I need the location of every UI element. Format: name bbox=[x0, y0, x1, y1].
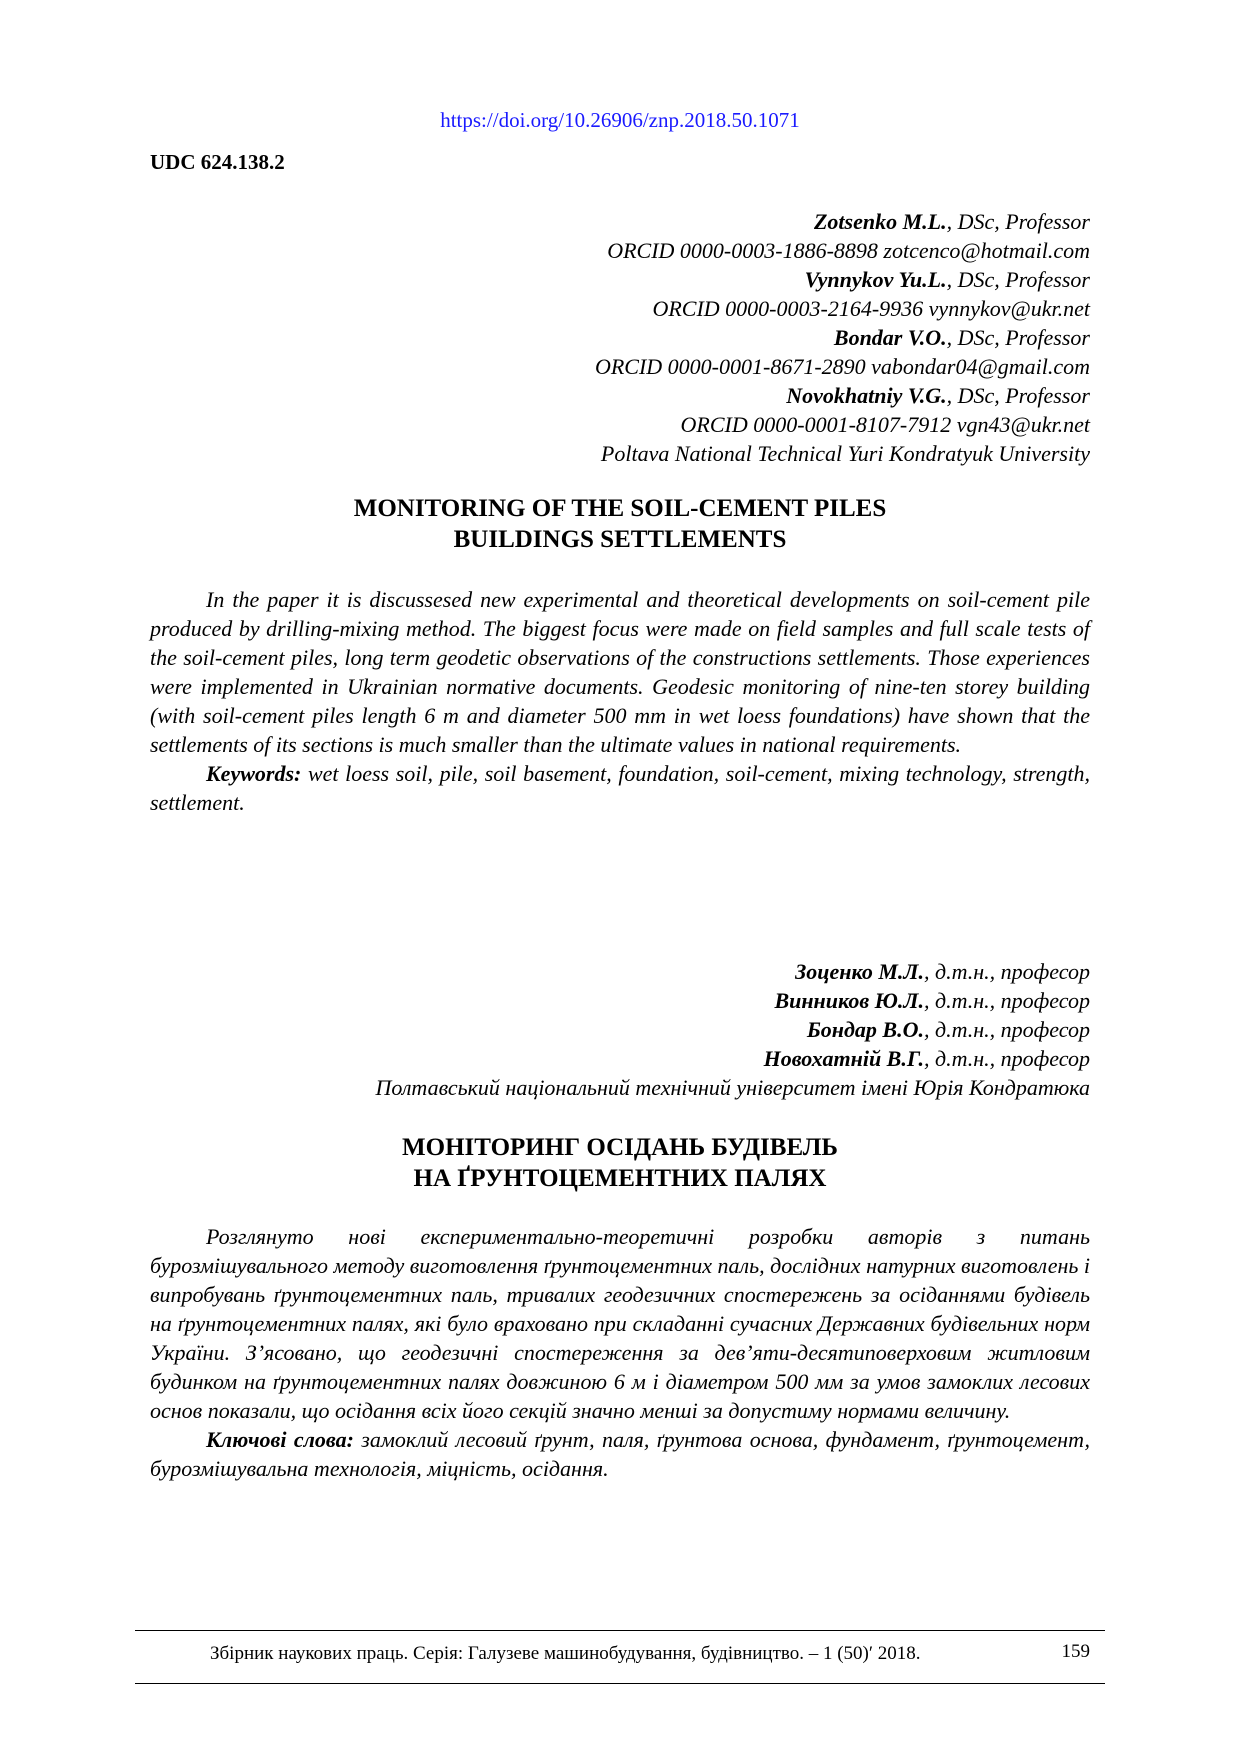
footer-rule-bottom bbox=[135, 1683, 1105, 1684]
keywords-label: Ключові слова: bbox=[206, 1427, 354, 1452]
author-degree: , DSc, Professor bbox=[946, 209, 1090, 234]
author-degree: , д.т.н., професор bbox=[923, 988, 1090, 1013]
affiliation-ua: Полтавський національний технічний університет імені Юрія Кондратюка bbox=[375, 1075, 1090, 1100]
author-name: Zotsenko M.L. bbox=[813, 209, 947, 234]
affiliation-en: Poltava National Technical Yuri Kondratyuk University bbox=[600, 441, 1090, 466]
keywords-text: wet loess soil, pile, soil basement, foundation, soil-cement, mixing technology, strength, settlement. bbox=[150, 761, 1090, 815]
journal-footer: Збірник наукових праць. Серія: Галузеве машинобудування, будівництво. – 1 (50)′ 2018. bbox=[210, 1643, 921, 1664]
abstract-ua bbox=[150, 1222, 1090, 1483]
author-name: Зоценко М.Л. bbox=[795, 959, 924, 984]
keywords-en bbox=[150, 759, 1090, 817]
author-orcid: ORCID 0000-0001-8671-2890 vabondar04@gmail.com bbox=[594, 354, 1090, 379]
author-line bbox=[595, 265, 1090, 294]
title-line: МОНІТОРИНГ ОСІДАНЬ БУДІВЕЛЬ bbox=[402, 1134, 838, 1161]
abstract-en bbox=[150, 585, 1090, 817]
author-name: Novokhatniy V.G. bbox=[786, 383, 947, 408]
page-number: 159 bbox=[1061, 1641, 1090, 1662]
author-degree: , д.т.н., професор bbox=[923, 1046, 1090, 1071]
author-orcid: ORCID 0000-0001-8107-7912 vgn43@ukr.net bbox=[680, 412, 1090, 437]
author-orcid: ORCID 0000-0003-1886-8898 zotcenco@hotmail.com bbox=[607, 238, 1090, 263]
footer-rule-top bbox=[135, 1630, 1105, 1631]
keywords-label: Keywords: bbox=[206, 761, 302, 786]
title-line: НА ҐРУНТОЦЕМЕНТНИХ ПАЛЯХ bbox=[413, 1165, 827, 1192]
keywords-ua bbox=[150, 1425, 1090, 1483]
author-name: Bondar V.O. bbox=[833, 325, 947, 350]
author-line bbox=[375, 1044, 1090, 1073]
author-line bbox=[595, 381, 1090, 410]
title-line: BUILDINGS SETTLEMENTS bbox=[453, 526, 787, 553]
abstract-text: Розглянуто нові експериментально-теоретичні розробки авторів з питань бурозмішувального методу виготовлення ґрунтоцементних паль, дослідних натурних виготовлень і випробувань ґрунтоцементних паль, тривалих геодезичних спостережень за осіданнями будівель на ґрунтоцементних палях, які було враховано при складанні сучасних Державних будівельних норм України. З’ясовано, що геодезичні спостереження за дев’яти-десятиповерховим житловим будинком на ґрунтоцементних палях довжиною 6 м і діаметром 500 мм за умов замоклих лесових основ показали, що осідання всіх його секцій значно менші за допустиму нормами величину. bbox=[150, 1224, 1090, 1423]
author-degree: , DSc, Professor bbox=[946, 267, 1090, 292]
paper-title-ua bbox=[150, 1132, 1090, 1194]
author-line bbox=[375, 986, 1090, 1015]
author-line bbox=[375, 1015, 1090, 1044]
paper-title-en bbox=[150, 493, 1090, 555]
author-name: Vynnykov Yu.L. bbox=[804, 267, 947, 292]
author-degree: , DSc, Professor bbox=[946, 383, 1090, 408]
authors-block-ua bbox=[375, 957, 1090, 1102]
authors-block-en bbox=[595, 207, 1090, 468]
author-line bbox=[375, 957, 1090, 986]
title-line: MONITORING OF THE SOIL-CEMENT PILES bbox=[353, 495, 887, 522]
author-degree: , д.т.н., професор bbox=[923, 959, 1090, 984]
udc-code: UDC 624.138.2 bbox=[150, 150, 285, 174]
author-line bbox=[595, 207, 1090, 236]
author-name: Винников Ю.Л. bbox=[774, 988, 924, 1013]
author-orcid: ORCID 0000-0003-2164-9936 vynnykov@ukr.net bbox=[652, 296, 1090, 321]
author-degree: , DSc, Professor bbox=[946, 325, 1090, 350]
doi-link[interactable]: https://doi.org/10.26906/znp.2018.50.1071 bbox=[440, 108, 800, 132]
abstract-text: In the paper it is discussesed new experimental and theoretical developments on soil-cement pile produced by drilling-mixing method. The biggest focus were made on field samples and full scale tests of the soil-cement piles, long term geodetic observations of the constructions settlements. Those experiences were implemented in Ukrainian normative documents. Geodesic monitoring of nine-ten storey building (with soil-cement piles length 6 m and diameter 500 mm in wet loess foundations) have shown that the settlements of its sections is much smaller than the ultimate values in national requirements. bbox=[150, 587, 1090, 757]
author-name: Новохатній В.Г. bbox=[763, 1046, 924, 1071]
author-degree: , д.т.н., професор bbox=[923, 1017, 1090, 1042]
keywords-text: замоклий лесовий ґрунт, паля, ґрунтова основа, фундамент, ґрунтоцемент, бурозмішувальна технологія, міцність, осідання. bbox=[150, 1427, 1091, 1481]
author-name: Бондар В.О. bbox=[806, 1017, 924, 1042]
author-line bbox=[595, 323, 1090, 352]
